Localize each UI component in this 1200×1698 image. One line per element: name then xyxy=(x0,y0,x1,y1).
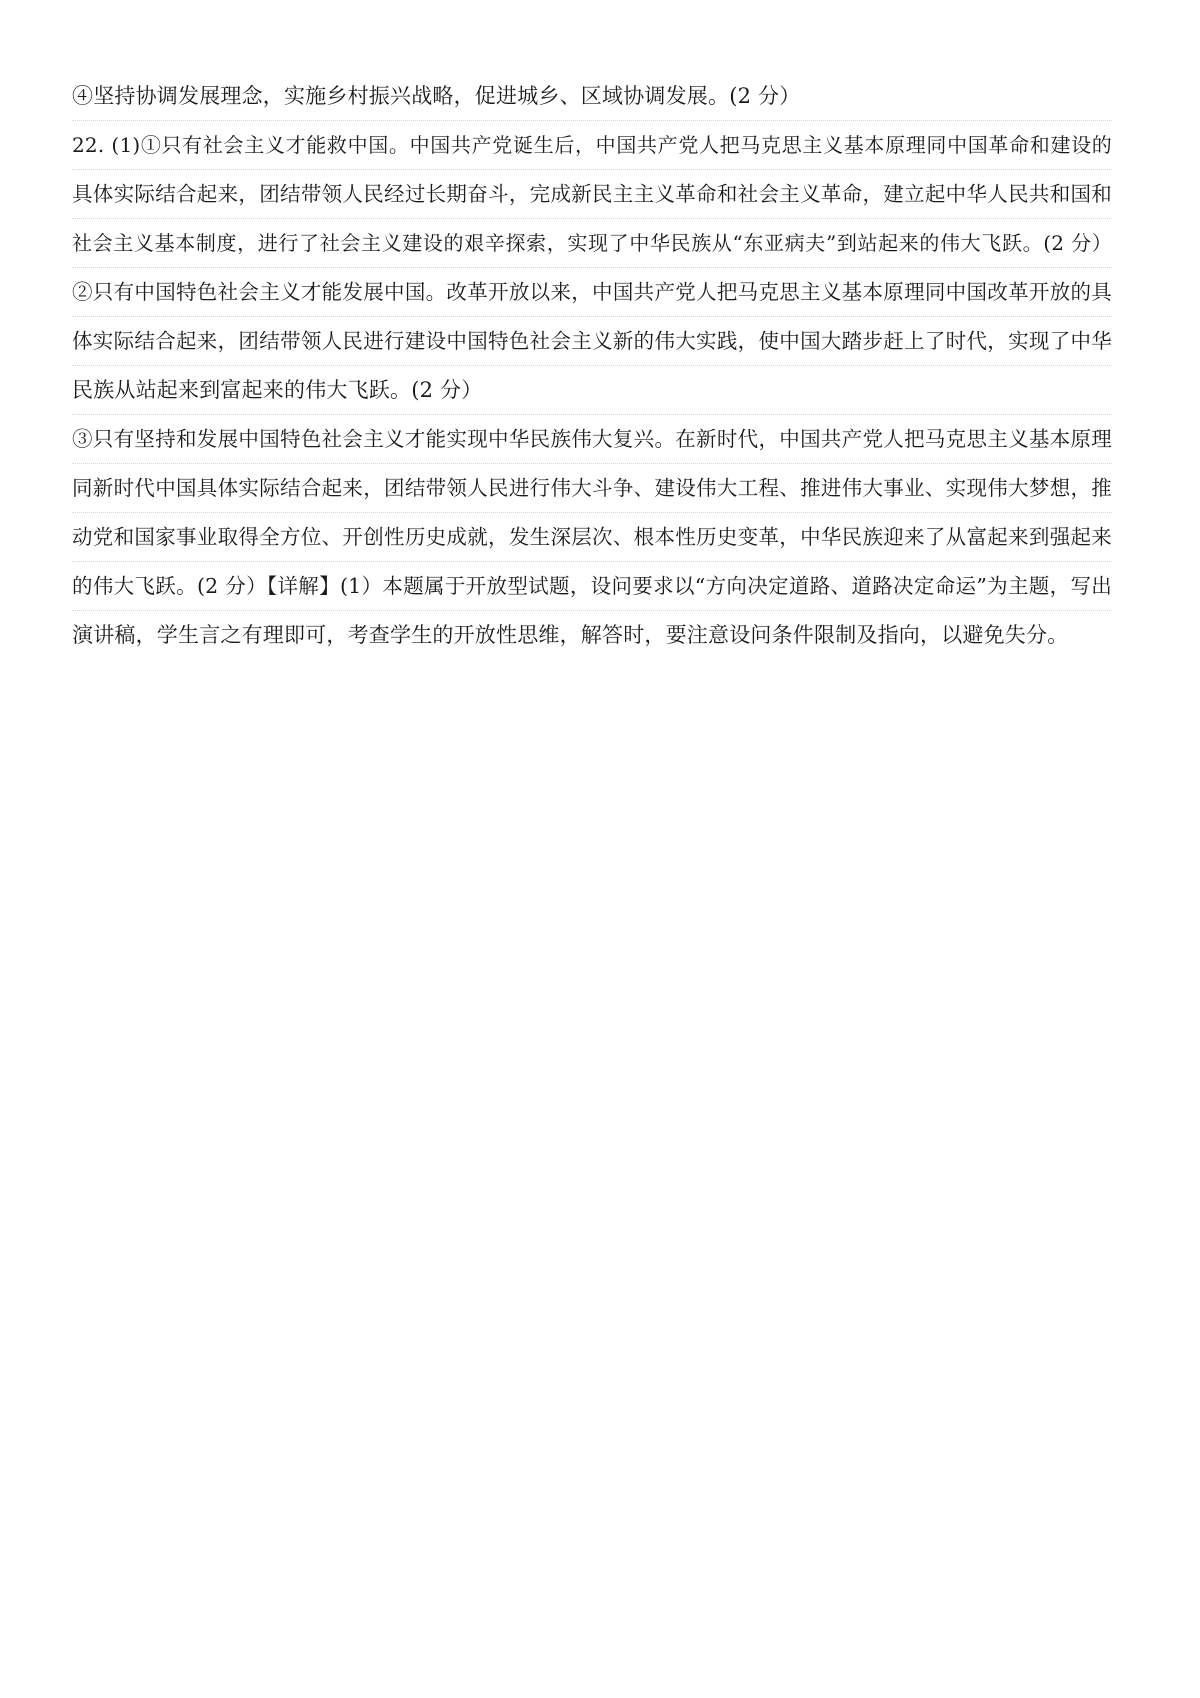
text-line: 同新时代中国具体实际结合起来，团结带领人民进行伟大斗争、建设伟大工程、推进伟大事业、实现伟大梦想，推 xyxy=(72,464,1112,513)
text-line: ④坚持协调发展理念，实施乡村振兴战略，促进城乡、区域协调发展。(2 分） xyxy=(72,72,1112,121)
answer-text-block xyxy=(72,72,1112,659)
text-line: ③只有坚持和发展中国特色社会主义才能实现中华民族伟大复兴。在新时代，中国共产党人把马克思主义基本原理 xyxy=(72,415,1112,464)
text-line: 具体实际结合起来，团结带领人民经过长期奋斗，完成新民主主义革命和社会主义革命，建立起中华人民共和国和 xyxy=(72,170,1112,219)
text-line: ②只有中国特色社会主义才能发展中国。改革开放以来，中国共产党人把马克思主义基本原理同中国改革开放的具 xyxy=(72,268,1112,317)
text-line: 动党和国家事业取得全方位、开创性历史成就，发生深层次、根本性历史变革，中华民族迎来了从富起来到强起来 xyxy=(72,513,1112,562)
text-line: 社会主义基本制度，进行了社会主义建设的艰辛探索，实现了中华民族从“东亚病夫”到站起来的伟大飞跃。(2 分） xyxy=(72,219,1112,268)
text-line: 演讲稿，学生言之有理即可，考查学生的开放性思维，解答时，要注意设问条件限制及指向，以避免失分。 xyxy=(72,623,1069,647)
text-line: 民族从站起来到富起来的伟大飞跃。(2 分） xyxy=(72,366,1112,415)
text-line: 22. (1)①只有社会主义才能救中国。中国共产党诞生后，中国共产党人把马克思主义基本原理同中国革命和建设的 xyxy=(72,121,1112,170)
text-line: 的伟大飞跃。(2 分）【详解】(1）本题属于开放型试题，设问要求以“方向决定道路、道路决定命运”为主题，写出 xyxy=(72,562,1112,611)
text-line: 体实际结合起来，团结带领人民进行建设中国特色社会主义新的伟大实践，使中国大踏步赶上了时代，实现了中华 xyxy=(72,317,1112,366)
